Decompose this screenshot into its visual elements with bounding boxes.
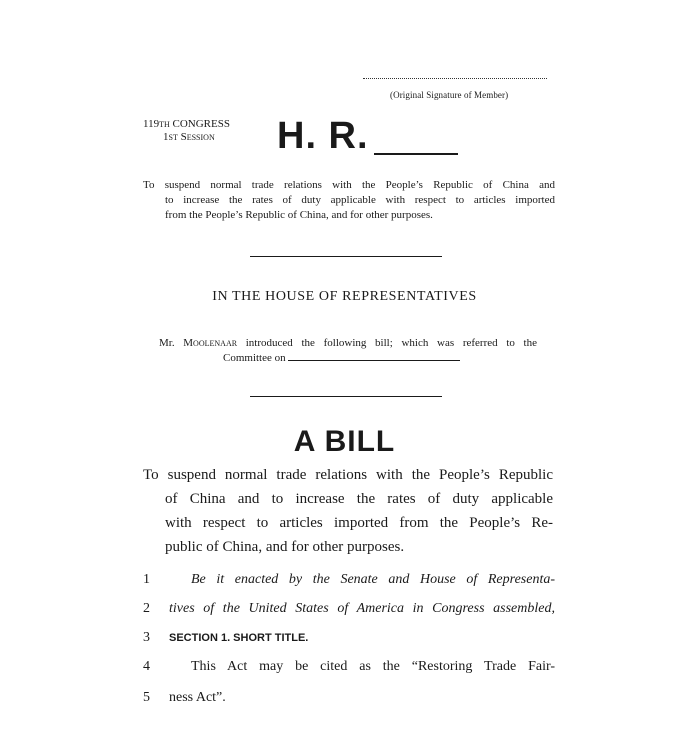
- committee-blank: [288, 351, 460, 361]
- short-description-line: to increase the rates of duty applicable with respect to articles imported: [165, 194, 555, 206]
- bill-number-blank: [374, 153, 458, 155]
- a-bill-heading: A BILL: [293, 425, 396, 458]
- long-title: [143, 463, 553, 559]
- congress-label: [143, 118, 230, 131]
- committee-label: Committee on: [223, 352, 286, 364]
- section-text: ness Act”.: [169, 690, 226, 705]
- long-title-line: public of China, and for other purposes.: [165, 539, 405, 555]
- committee-line: [159, 351, 537, 366]
- session-word: Session: [180, 131, 215, 143]
- short-description-line: To suspend normal trade relations with the People’s Republic of China and: [143, 179, 555, 191]
- introduction: [159, 336, 537, 366]
- line-number: 2: [143, 601, 150, 616]
- short-description-line: from the People’s Republic of China, and for other purposes.: [165, 209, 433, 221]
- long-title-line: with respect to articles imported from the People’s Re-: [165, 515, 553, 531]
- house-heading: IN THE HOUSE OF REPRESENTATIVES: [212, 289, 477, 304]
- long-title-line: To suspend normal trade relations with the People’s Republic: [143, 467, 553, 483]
- introduction-text: introduced the following bill; which was referred to the: [245, 337, 537, 349]
- signature-line: [363, 78, 547, 79]
- section-text: This Act may be cited as the “Restoring Trade Fair-: [191, 659, 555, 674]
- short-description: [143, 178, 555, 223]
- session-label: [163, 131, 215, 144]
- sponsor-name: Moolenaar: [183, 337, 238, 349]
- congress-number: 119: [143, 118, 160, 130]
- session-suffix: st: [168, 131, 178, 143]
- bill-designator: H. R.: [277, 115, 369, 157]
- session-number: 1: [163, 131, 169, 143]
- section-heading: SECTION 1. SHORT TITLE.: [169, 632, 309, 644]
- enacting-clause: Be it enacted by the Senate and House of Representa-: [191, 572, 555, 587]
- enacting-clause: tives of the United States of America in Congress assembled,: [169, 601, 555, 616]
- line-number: 4: [143, 659, 150, 674]
- line-number: 1: [143, 572, 150, 587]
- introduction-line: [159, 336, 537, 351]
- sponsor-prefix: Mr.: [159, 337, 175, 349]
- line-number: 5: [143, 690, 150, 705]
- divider-rule: [250, 256, 442, 257]
- long-title-line: of China and to increase the rates of duty applicable: [165, 491, 553, 507]
- divider-rule: [250, 396, 442, 397]
- line-number: 3: [143, 630, 150, 645]
- signature-label: (Original Signature of Member): [390, 90, 509, 100]
- congress-word: CONGRESS: [172, 118, 230, 130]
- congress-suffix: th: [159, 118, 170, 130]
